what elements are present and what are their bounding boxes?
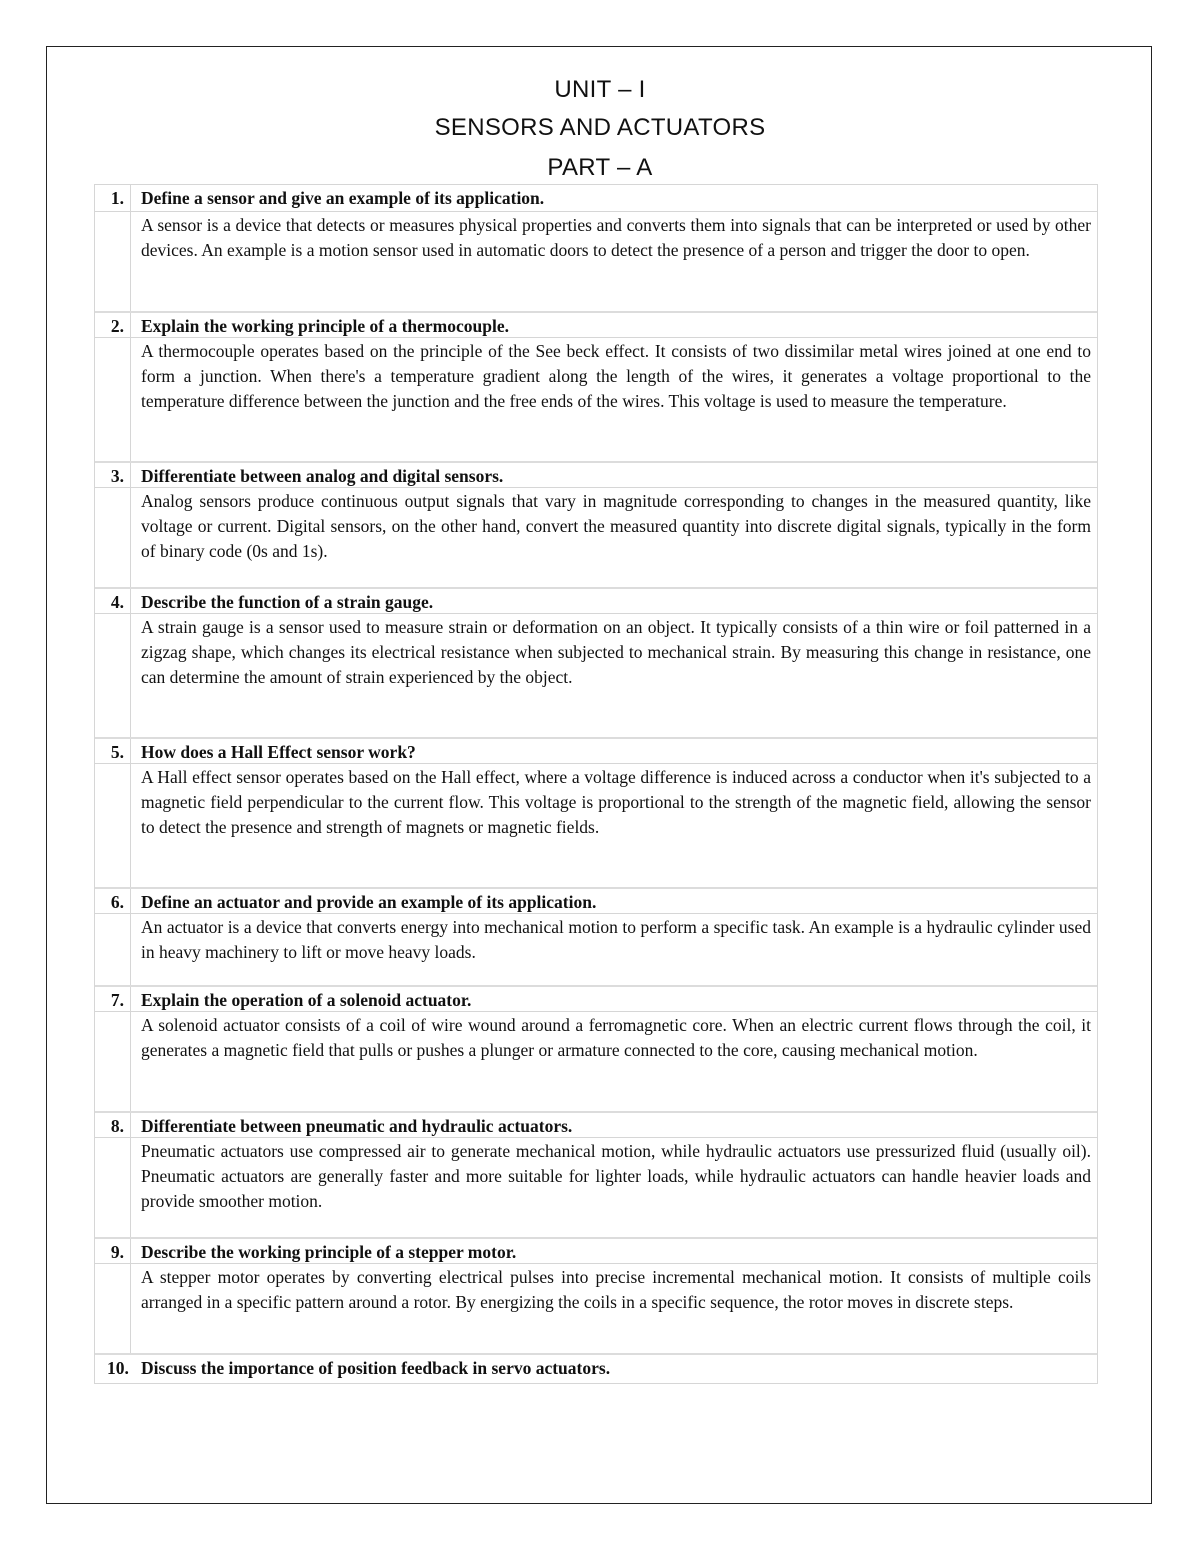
answer-text: Pneumatic actuators use compressed air to generate mechanical motion, while hydraulic actuators use pressurized fluid (usually oil). Pneumatic actuators are generally faster and more suitable for lighter loads, while hydraulic actuators can handle heavier loads and provide smoother motion.: [141, 1141, 1091, 1211]
answer-row-5: [95, 763, 1097, 887]
answer-row-4: [95, 613, 1097, 737]
answer-row-7: [95, 1011, 1097, 1111]
part-title: PART – A: [547, 154, 653, 181]
answer-row-2: [95, 337, 1097, 461]
answer-row-3: [95, 487, 1097, 587]
unit-title: UNIT – I: [554, 76, 646, 103]
question-table: [94, 184, 1098, 1384]
question-row-6: [95, 887, 1097, 913]
question-text: Define an actuator and provide an example of its application.: [141, 892, 597, 912]
question-row-7: [95, 985, 1097, 1011]
question-text: Describe the function of a strain gauge.: [141, 592, 434, 612]
question-text: Define a sensor and give an example of its application.: [141, 188, 545, 208]
question-number: 6.: [95, 889, 131, 913]
answer-text: A sensor is a device that detects or measures physical properties and converts them into signals that can be interpreted or used by other devices. An example is a motion sensor used in automatic doors to detect the presence of a person and trigger the door to open.: [141, 215, 1091, 260]
question-number: 2.: [95, 313, 131, 337]
question-number: 7.: [95, 987, 131, 1011]
question-text: How does a Hall Effect sensor work?: [141, 742, 416, 762]
question-number: 5.: [95, 739, 131, 763]
answer-text: A solenoid actuator consists of a coil of wire wound around a ferromagnetic core. When an electric current flows through the coil, it generates a magnetic field that pulls or pushes a plunger or armature connected to the core, causing mechanical motion.: [141, 1015, 1091, 1060]
question-text: Discuss the importance of position feedback in servo actuators.: [141, 1358, 611, 1378]
question-row-3: [95, 461, 1097, 487]
question-number: 10.: [107, 1358, 129, 1378]
question-row-2: [95, 311, 1097, 337]
question-row-10: [95, 1353, 1097, 1383]
answer-row-8: [95, 1137, 1097, 1237]
question-row-5: [95, 737, 1097, 763]
question-text: Differentiate between analog and digital sensors.: [141, 466, 504, 486]
question-number: 9.: [95, 1239, 131, 1263]
answer-row-1: [95, 211, 1097, 311]
subject-title: SENSORS AND ACTUATORS: [434, 114, 766, 141]
answer-text: A thermocouple operates based on the principle of the See beck effect. It consists of two dissimilar metal wires joined at one end to form a junction. When there's a temperature gradient along the length of the wires, it generates a voltage proportional to the temperature difference between the junction and the free ends of the wires. This voltage is used to measure the temperature.: [141, 341, 1091, 411]
question-text: Explain the working principle of a thermocouple.: [141, 316, 509, 336]
answer-text: Analog sensors produce continuous output signals that vary in magnitude corresponding to changes in the measured quantity, like voltage or current. Digital sensors, on the other hand, convert the measured quantity into discrete digital signals, typically in the form of binary code (0s and 1s).: [141, 491, 1091, 561]
answer-row-6: [95, 913, 1097, 985]
answer-row-9: [95, 1263, 1097, 1353]
question-text: Explain the operation of a solenoid actuator.: [141, 990, 472, 1010]
question-row-1: [95, 185, 1097, 211]
answer-text: A stepper motor operates by converting electrical pulses into precise incremental mechanical motion. It consists of multiple coils arranged in a specific pattern around a rotor. By energizing the coils in a specific sequence, the rotor moves in discrete steps.: [141, 1267, 1091, 1312]
answer-text: An actuator is a device that converts energy into mechanical motion to perform a specific task. An example is a hydraulic cylinder used in heavy machinery to lift or move heavy loads.: [141, 917, 1091, 962]
question-row-8: [95, 1111, 1097, 1137]
answer-text: A Hall effect sensor operates based on the Hall effect, where a voltage difference is induced across a conductor when it's subjected to a magnetic field perpendicular to the current flow. This voltage is proportional to the strength of the magnetic field, allowing the sensor to detect the presence and strength of magnets or magnetic fields.: [141, 767, 1091, 837]
question-text: Differentiate between pneumatic and hydraulic actuators.: [141, 1116, 573, 1136]
question-number: 1.: [95, 185, 131, 211]
question-number: 3.: [95, 463, 131, 487]
question-text: Describe the working principle of a stepper motor.: [141, 1242, 517, 1262]
answer-text: A strain gauge is a sensor used to measure strain or deformation on an object. It typically consists of a thin wire or foil patterned in a zigzag shape, which changes its electrical resistance when subjected to mechanical strain. By measuring this change in resistance, one can determine the amount of strain experienced by the object.: [141, 617, 1091, 687]
question-row-9: [95, 1237, 1097, 1263]
question-row-4: [95, 587, 1097, 613]
question-number: 8.: [95, 1113, 131, 1137]
question-number: 4.: [95, 589, 131, 613]
